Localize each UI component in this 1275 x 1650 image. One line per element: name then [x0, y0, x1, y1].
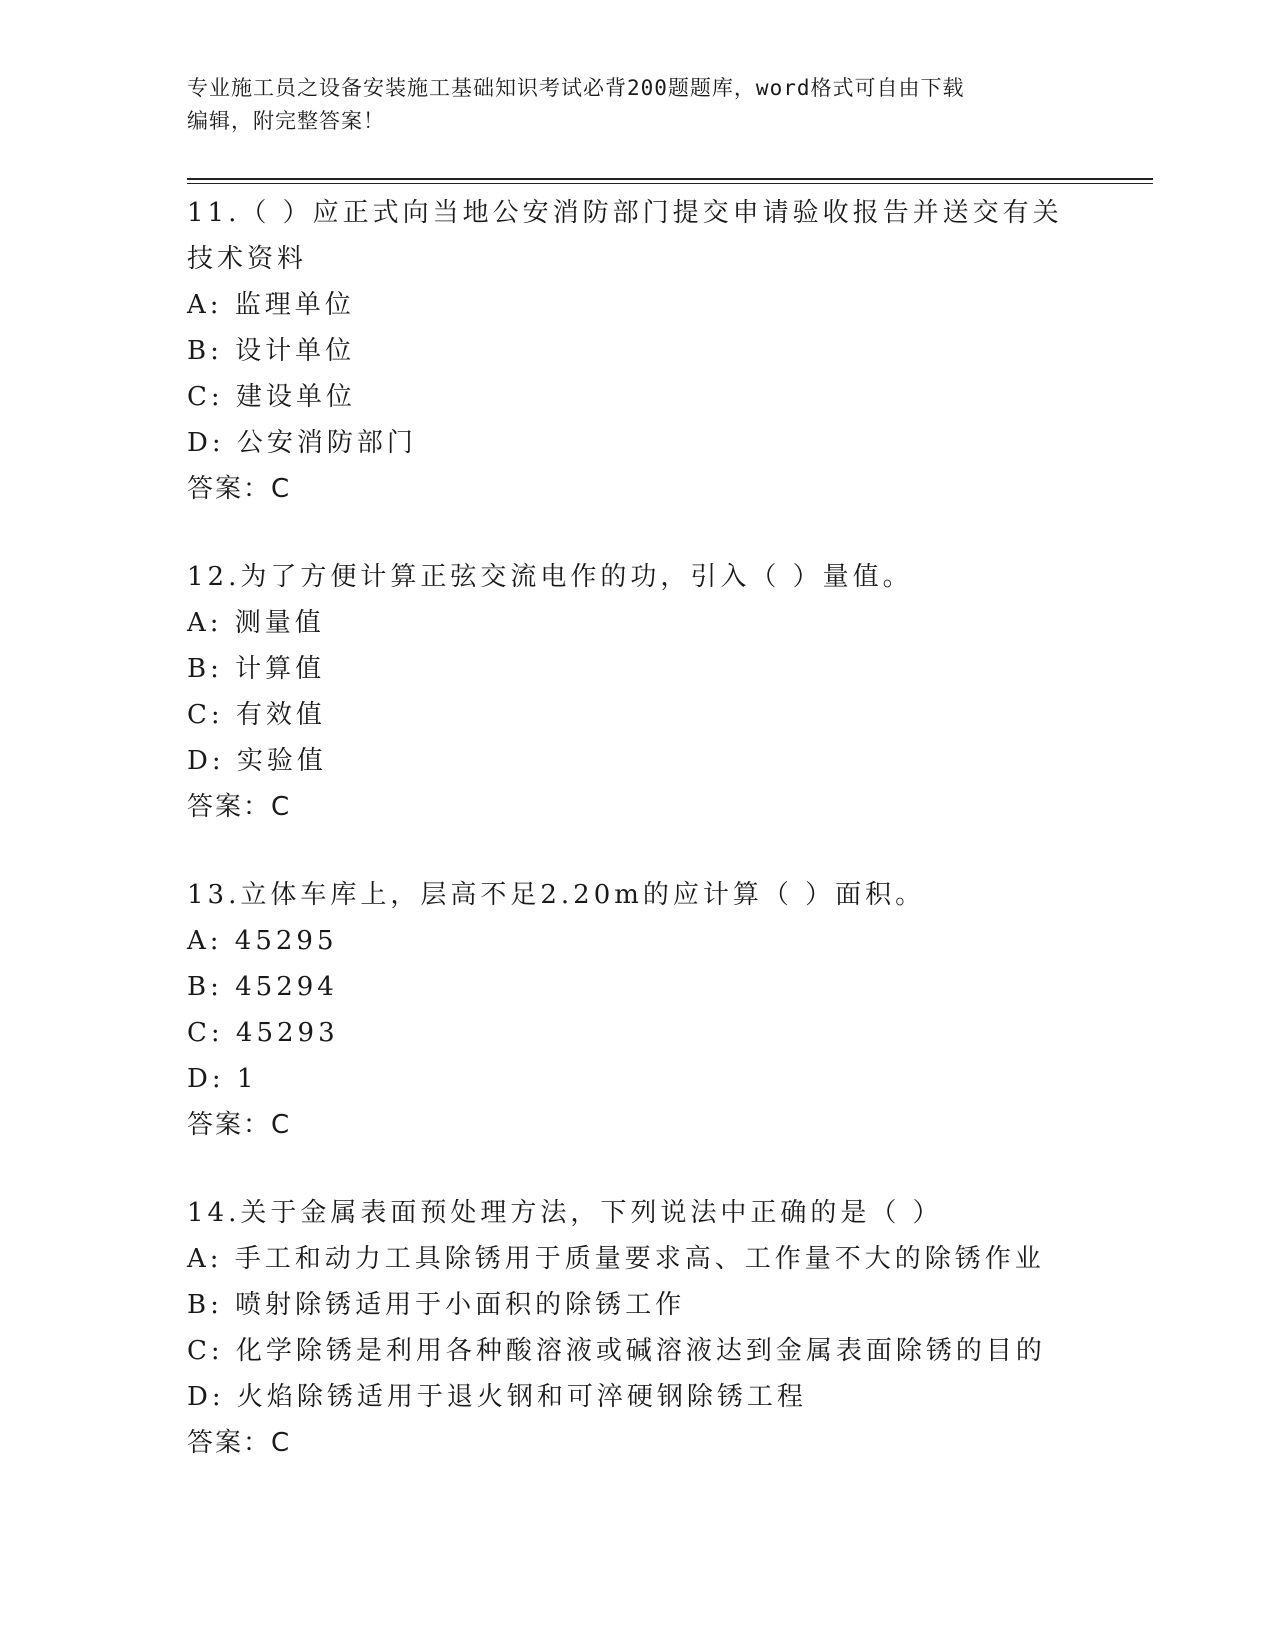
- option-c: C: 化学除锈是利用各种酸溶液或碱溶液达到金属表面除锈的目的: [187, 1336, 1046, 1366]
- question-stem: 14.关于金属表面预处理方法，下列说法中正确的是（ ）: [187, 1198, 943, 1228]
- question-list: [187, 190, 1087, 1508]
- answer-line: 答案：C: [187, 1110, 292, 1140]
- answer-line: 答案：C: [187, 474, 292, 504]
- header-line-2: 编辑，附完整答案！: [187, 109, 385, 133]
- option-d: D: 公安消防部门: [187, 428, 417, 458]
- header-rule-thin: [187, 183, 1153, 184]
- document-header: [187, 72, 1067, 138]
- option-d: D: 1: [187, 1064, 258, 1094]
- question-stem: 12.为了方便计算正弦交流电作的功，引入（ ）量值。: [187, 562, 913, 592]
- answer-line: 答案：C: [187, 1428, 292, 1458]
- option-d: D: 实验值: [187, 746, 327, 776]
- question-13: [187, 872, 1087, 1148]
- option-b: B: 设计单位: [187, 336, 356, 366]
- option-d: D: 火焰除锈适用于退火钢和可淬硬钢除锈工程: [187, 1382, 807, 1412]
- header-rule-thick: [187, 178, 1153, 180]
- option-c: C: 45293: [187, 1018, 339, 1048]
- question-11: [187, 190, 1087, 512]
- option-a: A: 45295: [187, 926, 338, 956]
- option-a: A: 测量值: [187, 608, 325, 638]
- option-c: C: 建设单位: [187, 382, 356, 412]
- answer-line: 答案：C: [187, 792, 292, 822]
- option-b: B: 计算值: [187, 654, 326, 684]
- option-b: B: 喷射除锈适用于小面积的除锈工作: [187, 1290, 686, 1320]
- question-12: [187, 554, 1087, 830]
- option-a: A: 监理单位: [187, 290, 355, 320]
- option-b: B: 45294: [187, 972, 338, 1002]
- option-a: A: 手工和动力工具除锈用于质量要求高、工作量不大的除锈作业: [187, 1244, 1045, 1274]
- option-c: C: 有效值: [187, 700, 326, 730]
- header-line-1: 专业施工员之设备安装施工基础知识考试必背200题题库，word格式可自由下载: [187, 76, 965, 100]
- question-stem: 13.立体车库上，层高不足2.20m的应计算（ ）面积。: [187, 880, 926, 910]
- question-14: [187, 1190, 1087, 1466]
- question-stem: 11.（ ）应正式向当地公安消防部门提交申请验收报告并送交有关技术资料: [187, 198, 1063, 274]
